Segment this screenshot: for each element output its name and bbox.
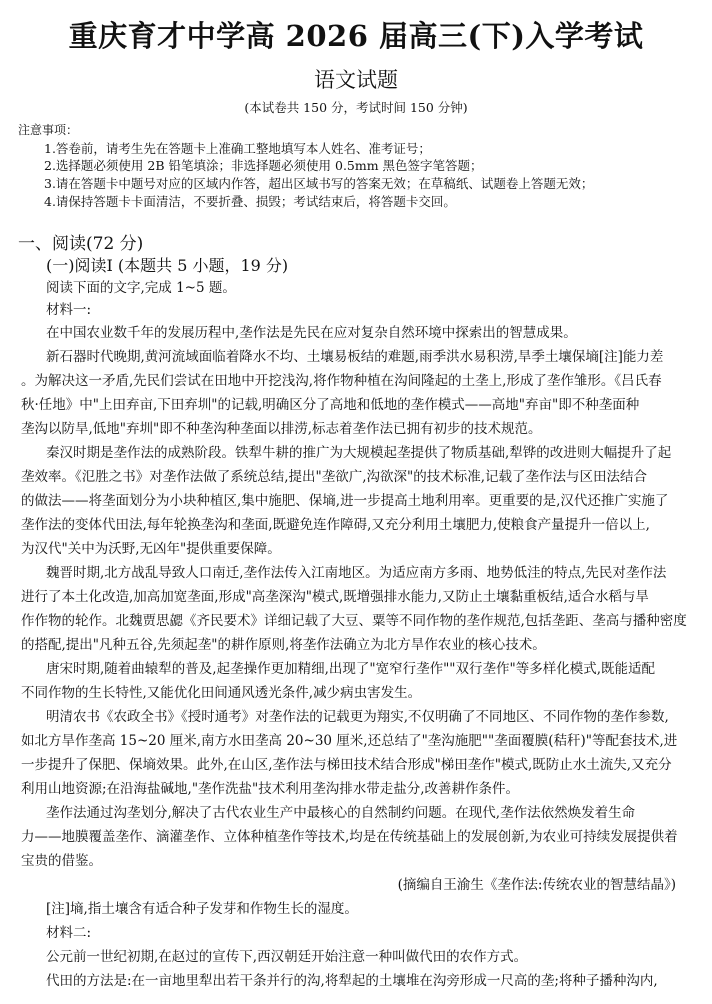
notice-heading: 注意事项：	[18, 123, 79, 137]
notice-item: 2.选择题必须使用 2B 铅笔填涂；非选择题必须使用 0.5mm 黑色签字笔答题；	[44, 158, 483, 173]
paragraph-line: 的搭配,提出"凡种五谷,先须起垄"的耕作原则,将垄作法确立为北方旱作农业的核心技术。	[21, 637, 546, 653]
paragraph-line: 如北方旱作垄高 15~20 厘米,南方水田垄高 20~30 厘米,还总结了"垄沟施肥""垄面覆膜(秸秆)"等配套技术,进	[21, 733, 678, 749]
paragraph-line: 唐宋时期,随着曲辕犁的普及,起垄操作更加精细,出现了"宽窄行垄作""双行垄作"等多样化模式,既能适配	[46, 661, 656, 677]
paragraph-line: 进行了本土化改造,加高加宽垄面,形成"高垄深沟"模式,既增强排水能力,又防止土壤黏重板结,适合水稻与旱	[21, 589, 649, 605]
paragraph-line: 力——地膜覆盖垄作、滴灌垄作、立体种植垄作等技术,均是在传统基础上的发展创新,为农业可持续发展提供着	[21, 829, 678, 845]
paragraph-line: 秦汉时期是垄作法的成熟阶段。铁犁牛耕的推广为大规模起垄提供了物质基础,犁铧的改进则大幅提升了起	[46, 445, 672, 461]
paragraph-line: 垄效率。《氾胜之书》对垄作法做了系统总结,提出"垄欲广,沟欲深"的技术标准,记载了垄作法与区田法结合	[21, 469, 648, 485]
paragraph-line: 的做法——将垄面划分为小块种植区,集中施肥、保墒,进一步提高土地利用率。更重要的是,汉代还推广实施了	[21, 493, 669, 509]
material-label: 材料二:	[46, 925, 92, 941]
paragraph-line: 明清农书《农政全书》《授时通考》对垄作法的记载更为翔实,不仅明确了不同地区、不同作物的垄作参数,	[46, 709, 669, 725]
material-label: 材料一:	[46, 302, 92, 318]
paragraph-line: 不同作物的生长特性,又能优化田间通风透光条件,减少病虫害发生。	[21, 685, 422, 701]
paragraph-line: 一步提升了保肥、保墒效果。此外,在山区,垄作法与梯田技术结合形成"梯田垄作"模式,既防止水土流失,又充分	[21, 757, 672, 773]
paragraph-line: 垄作法通过沟垄划分,解决了古代农业生产中最核心的自然制约问题。在现代,垄作法依然焕发着生命	[46, 805, 636, 821]
paragraph-line: 新石器时代晚期,黄河流域面临着降水不均、土壤易板结的难题,雨季洪水易积涝,旱季土壤保墒[注]能力差	[46, 349, 664, 365]
paragraph-line: 利用山地资源;在沿海盐碱地,"垄作洗盐"技术利用垄沟排水带走盐分,改善耕作条件。	[21, 781, 520, 797]
paragraph-line: 秋·任地》中"上田弃亩,下田弃圳"的记载,明确区分了高地和低地的垄作模式——高地"弃亩"即不种垄面种	[21, 397, 640, 413]
subsection-title: (一)阅读Ⅰ (本题共 5 小题，19 分)	[46, 256, 289, 275]
paragraph-line: 为汉代"关中为沃野,无凶年"提供重要保障。	[21, 541, 281, 557]
paragraph-line: 在中国农业数千年的发展历程中,垄作法是先民在应对复杂自然环境中探索出的智慧成果。	[46, 325, 577, 341]
notice-item: 1.答卷前，请考生先在答题卡上准确工整地填写本人姓名、准考证号；	[44, 141, 431, 156]
paragraph-line: 宝贵的借鉴。	[21, 853, 102, 869]
page-title: 重庆育才中学高 2026 届高三(下)入学考试	[68, 19, 644, 53]
subject-title: 语文试题	[314, 68, 398, 92]
paragraph-line: 垄沟以防旱,低地"弃圳"即不种垄沟种垄面以排涝,标志着垄作法已拥有初步的技术规范。	[21, 421, 542, 437]
footnote: [注]墒,指土壤含有适合种子发芽和作物生长的湿度。	[46, 901, 358, 917]
instruction: 阅读下面的文字,完成 1~5 题。	[46, 280, 236, 296]
paragraph-line: 魏晋时期,北方战乱导致人口南迁,垄作法传入江南地区。为适应南方多雨、地势低洼的特点,先民对垄作法	[46, 565, 667, 581]
source-citation: (摘编自王渝生《垄作法:传统农业的智慧结晶》)	[397, 877, 676, 893]
paragraph-line: 。为解决这一矛盾,先民们尝试在田地中开挖浅沟,将作物种植在沟间隆起的土垄上,形成了垄作雏形。《吕氏春	[21, 373, 662, 389]
paragraph-line: 垄作法的变体代田法,每年轮换垄沟和垄面,既避免连作障碍,又充分利用土壤肥力,使粮食产量提升一倍以上,	[21, 517, 650, 533]
exam-info: (本试卷共 150 分，考试时间 150 分钟)	[244, 100, 468, 115]
section-title: 一、阅读(72 分)	[18, 234, 144, 254]
notice-item: 3.请在答题卡中题号对应的区域内作答，超出区域书写的答案无效；在草稿纸、试题卷上答题无效；	[44, 176, 594, 191]
paragraph-line: 作作物的轮作。北魏贾思勰《齐民要术》详细记载了大豆、粟等不同作物的垄作规范,包括垄距、垄高与播种密度	[21, 613, 687, 629]
paragraph-line: 公元前一世纪初期,在赵过的宣传下,西汉朝廷开始注意一种叫做代田的农作方式。	[46, 949, 528, 965]
paragraph-line: 代田的方法是:在一亩地里犁出若干条并行的沟,将犁起的土壤堆在沟旁形成一尺高的垄;将种子播种沟内,	[46, 973, 658, 989]
notice-item: 4.请保持答题卡卡面清洁，不要折叠、损毁；考试结束后，将答题卡交回。	[44, 194, 456, 209]
